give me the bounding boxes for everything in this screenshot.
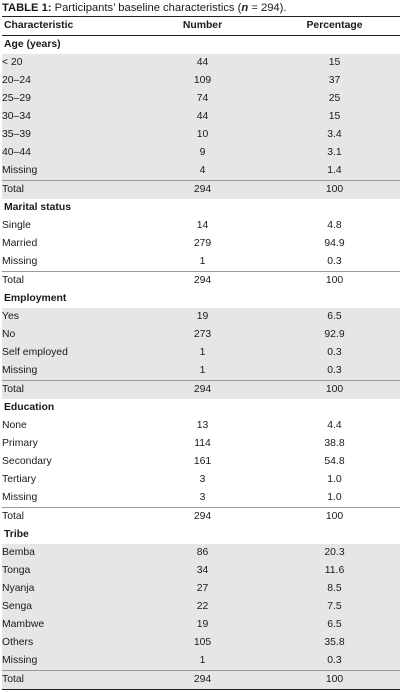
row-number: 1 [136, 362, 269, 381]
row-label: Nyanja [2, 580, 136, 598]
row-percentage: 20.3 [269, 544, 400, 562]
row-label: Total [2, 181, 136, 200]
table-row [2, 253, 400, 272]
row-percentage: 100 [269, 671, 400, 690]
table-row [2, 453, 400, 471]
row-percentage: 25 [269, 90, 400, 108]
row-number: 19 [136, 308, 269, 326]
header-characteristic: Characteristic [2, 17, 136, 36]
row-number: 19 [136, 616, 269, 634]
row-percentage: 1.4 [269, 162, 400, 181]
row-label: Missing [2, 362, 136, 381]
section-header-row [2, 199, 400, 217]
row-percentage: 0.3 [269, 652, 400, 671]
section-title: Marital status [2, 199, 400, 217]
row-number: 105 [136, 634, 269, 652]
row-percentage: 38.8 [269, 435, 400, 453]
row-percentage: 15 [269, 108, 400, 126]
row-label: Missing [2, 489, 136, 508]
row-percentage: 4.8 [269, 217, 400, 235]
row-number: 9 [136, 144, 269, 162]
table-row [2, 72, 400, 90]
section-header-row [2, 399, 400, 417]
row-label: 35–39 [2, 126, 136, 144]
row-percentage: 7.5 [269, 598, 400, 616]
header-number: Number [136, 17, 269, 36]
row-number: 294 [136, 181, 269, 200]
row-number: 3 [136, 489, 269, 508]
row-number: 4 [136, 162, 269, 181]
table-row [2, 162, 400, 181]
table-row [2, 144, 400, 162]
row-number: 13 [136, 417, 269, 435]
row-label: No [2, 326, 136, 344]
section-title: Education [2, 399, 400, 417]
row-number: 273 [136, 326, 269, 344]
row-percentage: 3.1 [269, 144, 400, 162]
row-percentage: 15 [269, 54, 400, 72]
section-title: Tribe [2, 526, 400, 544]
row-label: 20–24 [2, 72, 136, 90]
section-4 [2, 526, 400, 690]
table-row [2, 580, 400, 598]
table-row [2, 489, 400, 508]
row-label: Others [2, 634, 136, 652]
row-number: 1 [136, 253, 269, 272]
row-label: Total [2, 381, 136, 400]
row-number: 22 [136, 598, 269, 616]
characteristics-table [2, 16, 400, 690]
row-label: Secondary [2, 453, 136, 471]
row-label: Yes [2, 308, 136, 326]
row-label: Married [2, 235, 136, 253]
row-percentage: 0.3 [269, 253, 400, 272]
table-row [2, 634, 400, 652]
row-number: 74 [136, 90, 269, 108]
row-number: 109 [136, 72, 269, 90]
row-percentage: 0.3 [269, 362, 400, 381]
row-percentage: 8.5 [269, 580, 400, 598]
table-row [2, 417, 400, 435]
row-label: Mambwe [2, 616, 136, 634]
table-caption [0, 0, 402, 16]
caption-text-end: = 294). [248, 2, 287, 14]
row-label: Self employed [2, 344, 136, 362]
table-row [2, 562, 400, 580]
row-percentage: 94.9 [269, 235, 400, 253]
row-label: 40–44 [2, 144, 136, 162]
row-percentage: 37 [269, 72, 400, 90]
section-header-row [2, 290, 400, 308]
row-number: 44 [136, 108, 269, 126]
row-label: Bemba [2, 544, 136, 562]
row-label: Missing [2, 253, 136, 272]
row-number: 294 [136, 671, 269, 690]
table-row [2, 235, 400, 253]
row-number: 1 [136, 652, 269, 671]
section-header-row [2, 526, 400, 544]
row-number: 34 [136, 562, 269, 580]
section-1 [2, 199, 400, 290]
table-row [2, 362, 400, 381]
table-row [2, 435, 400, 453]
section-title: Age (years) [2, 36, 400, 55]
row-number: 294 [136, 381, 269, 400]
table-row [2, 108, 400, 126]
row-percentage: 4.4 [269, 417, 400, 435]
row-label: Total [2, 272, 136, 291]
row-label: Total [2, 671, 136, 690]
row-percentage: 6.5 [269, 308, 400, 326]
table-row [2, 508, 400, 527]
table-row [2, 126, 400, 144]
row-percentage: 100 [269, 508, 400, 527]
row-label: Senga [2, 598, 136, 616]
row-percentage: 1.0 [269, 471, 400, 489]
table-row [2, 471, 400, 489]
table-row [2, 90, 400, 108]
row-number: 3 [136, 471, 269, 489]
row-percentage: 100 [269, 181, 400, 200]
row-number: 10 [136, 126, 269, 144]
table-row [2, 326, 400, 344]
row-label: 25–29 [2, 90, 136, 108]
row-label: Tonga [2, 562, 136, 580]
table-row [2, 381, 400, 400]
table-row [2, 54, 400, 72]
row-label: Tertiary [2, 471, 136, 489]
row-number: 279 [136, 235, 269, 253]
header-row [2, 17, 400, 36]
caption-text: Participants’ baseline characteristics ( [51, 2, 242, 14]
table-row [2, 671, 400, 690]
table-row [2, 544, 400, 562]
row-number: 294 [136, 272, 269, 291]
row-percentage: 0.3 [269, 344, 400, 362]
table-row [2, 652, 400, 671]
section-2 [2, 290, 400, 399]
table-row [2, 598, 400, 616]
row-label: Missing [2, 652, 136, 671]
table-row [2, 181, 400, 200]
row-number: 14 [136, 217, 269, 235]
row-number: 44 [136, 54, 269, 72]
header-percentage: Percentage [269, 17, 400, 36]
row-percentage: 92.9 [269, 326, 400, 344]
section-3 [2, 399, 400, 526]
row-percentage: 35.8 [269, 634, 400, 652]
section-title: Employment [2, 290, 400, 308]
row-label: < 20 [2, 54, 136, 72]
row-number: 114 [136, 435, 269, 453]
row-number: 161 [136, 453, 269, 471]
row-percentage: 3.4 [269, 126, 400, 144]
row-label: Primary [2, 435, 136, 453]
table-row [2, 616, 400, 634]
table-label: TABLE 1: [2, 2, 52, 14]
row-label: Missing [2, 162, 136, 181]
row-number: 294 [136, 508, 269, 527]
row-percentage: 1.0 [269, 489, 400, 508]
row-number: 86 [136, 544, 269, 562]
row-label: Total [2, 508, 136, 527]
row-percentage: 100 [269, 381, 400, 400]
table-row [2, 272, 400, 291]
row-number: 1 [136, 344, 269, 362]
row-percentage: 6.5 [269, 616, 400, 634]
table-row [2, 344, 400, 362]
table-row [2, 308, 400, 326]
row-percentage: 11.6 [269, 562, 400, 580]
table-row [2, 217, 400, 235]
row-percentage: 54.8 [269, 453, 400, 471]
row-label: 30–34 [2, 108, 136, 126]
row-label: None [2, 417, 136, 435]
section-0 [2, 36, 400, 200]
row-label: Single [2, 217, 136, 235]
row-number: 27 [136, 580, 269, 598]
row-percentage: 100 [269, 272, 400, 291]
caption-n-variable: n [241, 2, 249, 14]
section-header-row [2, 36, 400, 55]
